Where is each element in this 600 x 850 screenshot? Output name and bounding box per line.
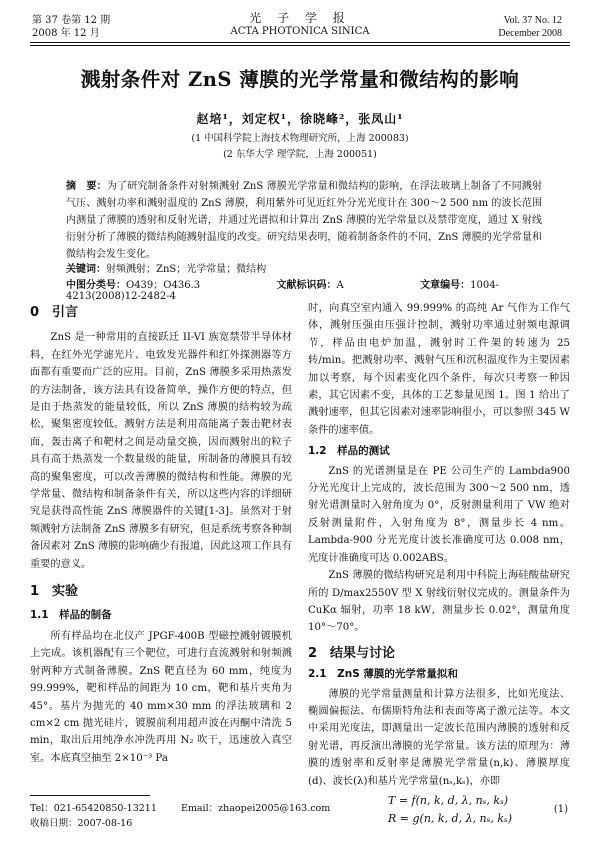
footnote-contact (30, 800, 330, 814)
header-rule (30, 42, 570, 43)
equation-1 (308, 790, 570, 828)
paper-title: 溅射条件对 ZnS 薄膜的光学常量和微结构的影响 (80, 68, 520, 91)
test-paragraph-2: ZnS 薄膜的微结构研究是利用中科院上海硅酸盐研究所的 D/max2550V 型 X 射线衍射仪完成的。测量条件为 CuKα 辐射，功率 18 kW，测量步长 0.02°，测量角度 10°～70°。 (308, 570, 570, 634)
equation-reflectance: R = g(n, k, d, λ, nₛ, kₛ) (388, 811, 513, 825)
header-volume-en: Vol. 37 No. 12 December 2008 (498, 15, 562, 39)
footnote-received: 收稿日期：2007-08-16 (30, 818, 133, 829)
keywords-text: 射频溅射；ZnS；光学常量；微结构 (106, 264, 267, 275)
header-volume-cn: 第 37 卷第 12 期 2008 年 12 月 (32, 15, 111, 39)
left-column (30, 300, 292, 767)
continued-paragraph: 时，向真空室内通入 99.999% 的高纯 Ar 气作为工作气体，溅射压强由压强计控制，溅射功率通过射频电源调节，样品由电炉加温，溅射时工件架的转速为 25 转/min。把溅射功率、溅射气压和沉积温度作为主要因素加以考察，每个因素变化四个条件，每次只考察一种因素，其它因素不变，具体的工艺参量见图 1。图 1 给出了溅射速率，但其它因素对速率影响很小，可以参照 345 W 条件的速率值。 (308, 303, 570, 436)
preparation-paragraph: 所有样品均在北仪产 JPGF-400B 型磁控溅射镀膜机上完成。该机器配有三个靶位，可进行直流溅射和射频溅射两种方式制备薄膜。ZnS 靶直径为 60 mm，纯度为 99.999%，靶和样品的间距为 10 cm，靶和基片夹角为 45°。基片为抛光的 40 mm×30 mm 的浮法玻璃和 2 cm×2 cm 抛光硅片，镀膜前利用超声波在丙酮中清洗 5 min，取出后用纯净水冲洗再用 N₂ 吹干，迅速放入真空室。本底真空抽至 2×10⁻³ Pa (30, 630, 292, 764)
keywords (66, 260, 266, 275)
authors: 赵培¹，刘定权¹，徐晓峰²，张凤山¹ (196, 112, 404, 126)
abstract-text: 为了研究制备条件对射频溅射 ZnS 薄膜光学常量和微结构的影响，在浮法玻璃上制备了不同溅射气压、溅射功率和溅射温度的 ZnS 薄膜，利用紫外可见近红外分光光度计在 300～2 500 nm 的波长范围内测量了薄膜的透射和反射光谱，并通过光谱拟和计算出 ZnS 薄膜的光学常量以及禁带宽度，通过 X 射线衍射分析了薄膜的微结构随溅射温度的改变。研究结果表明，随着制备条件的不同，ZnS 薄膜的光学常量和微结构会发生变化。 (66, 181, 542, 260)
header-journal (200, 12, 400, 38)
affiliation-1: (1 中国科学院上海技术物理研究所，上海 200083) (191, 133, 409, 144)
equation-number: (1) (553, 803, 568, 815)
subsection-1-1-title: 1.1 样品的制备 (30, 608, 112, 621)
journal-name-en: ACTA PHOTONICA SINICA (230, 26, 370, 37)
test-paragraph-1: ZnS 的光谱测量是在 PE 公司生产的 Lambda900 分光光度计上完成的，波长范围为 300～2 500 nm，透射光谱测量时入射角度为 0°，反射测量利用了 VW 绝对反射测量附件，入射角度为 8°，测量步长 4 nm。Lambda-900 分光光度计波长准确度可达 0.008 nm，光度计准确度可达 0.002ABS。 (308, 465, 570, 564)
subsection-1-2-title: 1.2 样品的测试 (308, 445, 390, 458)
footnote-email: Email：zhaopei2005@163.com (180, 803, 331, 814)
section-2-title: 2 结果与讨论 (308, 645, 396, 661)
affiliation-2: (2 东华大学 理学院，上海 200051) (223, 149, 377, 160)
abstract-label: 摘 要： (66, 181, 107, 192)
footnote-tel: Tel：021-65420850-13211 (30, 803, 157, 814)
keywords-label: 关键词： (66, 264, 106, 275)
intro-paragraph: ZnS 是一种常用的直接跃迁 II-VI 族宽禁带半导体材料，在红外光学滤光片、电致发光器件和红外探测器等方面都有重要而广泛的应用。目前，ZnS 薄膜多采用热蒸发的方法制备，该方法具有设备简单，操作方便的特点，但是由于热蒸发的能量较低，所以 ZnS 薄膜的结构较为疏松，聚集密度较低。溅射方法是利用高能离子轰击靶材表面，轰击离子和靶材之间是动量交换，因而溅射出的粒子具有高于热蒸发一个数量级的能量，所制备的薄膜具有较高的聚集密度，可以改善薄膜的微结构和性能。薄膜的光学常量、微结构和制备条件有关，所以这些内容的详细研究是获得高性能 ZnS 薄膜器件的关键[1-3]。虽然对于射频溅射方法制备 ZnS 薄膜多有研究，但是系统考察各种制备因素对 ZnS 薄膜的影响确少有报道，因此这项工作具有重要的意义。 (30, 332, 292, 570)
abstract (66, 178, 542, 263)
equation-transmittance: T = f(n, k, d, λ, nₛ, kₛ) (388, 793, 509, 807)
journal-name-cn: 光 子 学 报 (249, 11, 351, 25)
section-1-title: 1 实验 (30, 584, 79, 600)
discussion-paragraph: 薄膜的光学常量测量和计算方法很多，比如光度法、椭圆偏振法、布儒斯特角法和表面等离子激元法等。本文中采用光度法，即测量出一定波长范围内薄膜的透射和反射光谱，再反演出薄膜的光学常量。该方法的原理为：薄膜的透射率和反射率是薄膜光学常量(n,k)、薄膜厚度(d)、波长(λ)和基片光学常量(nₛ,kₛ)，亦即 (308, 688, 570, 787)
classification: 中图分类号：O439；O436.3 文献标识码：A 文章编号：1004-4213(2008)12-2482-4 (66, 280, 499, 302)
right-column (308, 300, 570, 828)
footnote-rule (30, 795, 150, 796)
subsection-2-1-title: 2.1 ZnS 薄膜的光学常量拟和 (308, 668, 458, 681)
section-0-title: 0 引言 (30, 305, 79, 320)
header-rule-thin (30, 45, 570, 46)
